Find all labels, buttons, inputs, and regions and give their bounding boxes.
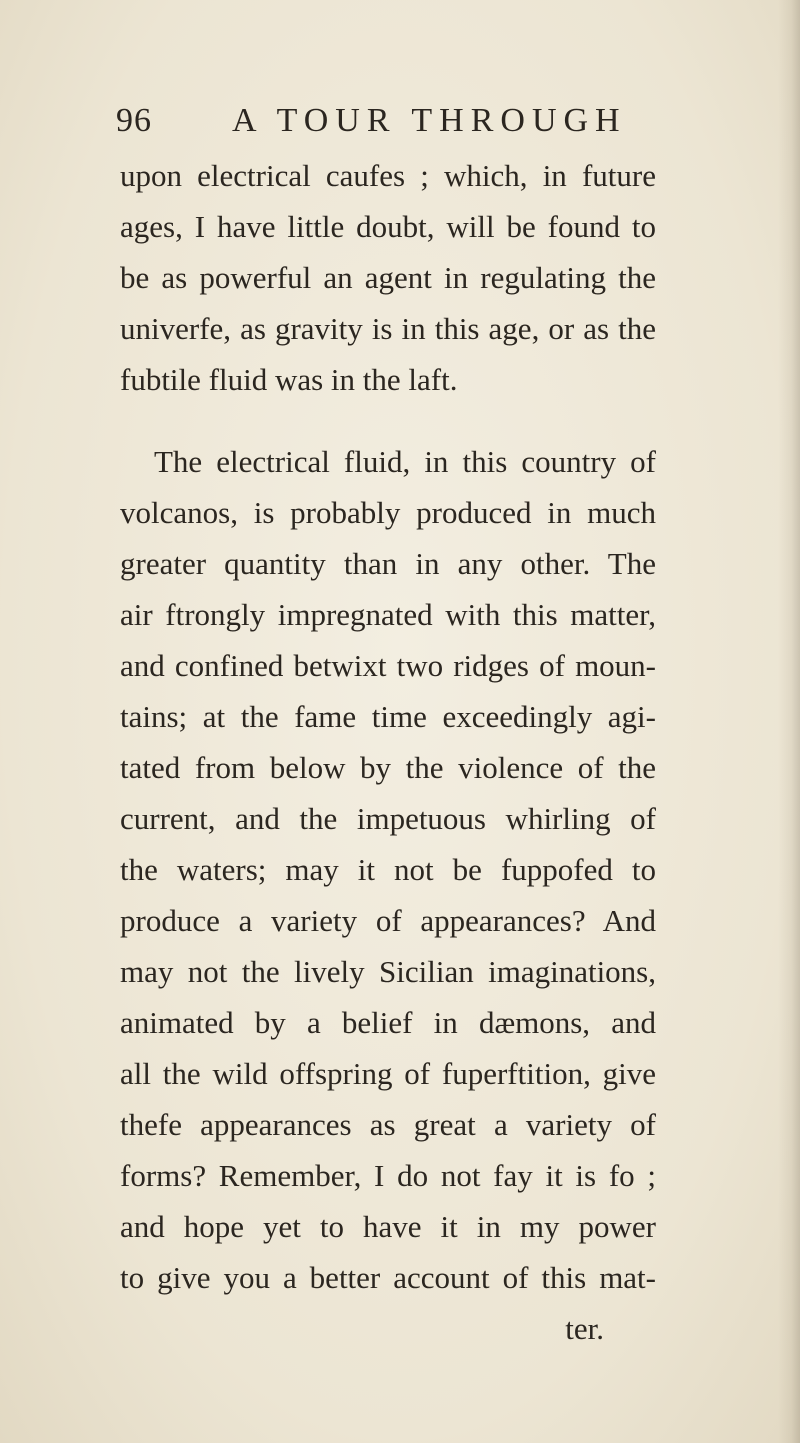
text-line: and hope yet to have it in my power <box>120 1209 656 1244</box>
paragraph-gap <box>120 405 656 436</box>
body-text <box>120 150 656 1354</box>
text-line: may not the lively Sicilian imaginations, <box>120 954 656 989</box>
text-line: and confined betwixt two ridges of moun- <box>120 648 656 683</box>
text-line: volcanos, is probably produced in much <box>120 495 656 530</box>
text-line: univerfe, as gravity is in this age, or as the <box>120 311 656 346</box>
text-line: upon electrical caufes ; which, in future <box>120 158 656 193</box>
text-line: fubtile fluid was in the laft. <box>120 362 458 397</box>
text-line: animated by a belief in dæmons, and <box>120 1005 656 1040</box>
text-line: tated from below by the violence of the <box>120 750 656 785</box>
text-line: current, and the impetuous whirling of <box>120 801 656 836</box>
text-line: tains; at the fame time exceedingly agi- <box>120 699 656 734</box>
text-line: ages, I have little doubt, will be found to <box>120 209 656 244</box>
page-edge-shadow <box>778 0 800 1443</box>
page-header <box>116 102 676 150</box>
running-head: A TOUR THROUGH <box>232 102 627 139</box>
text-line: to give you a better account of this mat- <box>120 1260 656 1295</box>
text-line: thefe appearances as great a variety of <box>120 1107 656 1142</box>
text-line-catchword: ter. <box>565 1311 604 1346</box>
text-line: be as powerful an agent in regulating the <box>120 260 656 295</box>
text-line: the waters; may it not be fuppofed to <box>120 852 656 887</box>
paragraph-1 <box>120 150 656 405</box>
text-line: The electrical fluid, in this country of <box>154 444 656 479</box>
text-line: produce a variety of appearances? And <box>120 903 656 938</box>
text-line: greater quantity than in any other. The <box>120 546 656 581</box>
text-line: air ftrongly impregnated with this matter, <box>120 597 656 632</box>
text-line: all the wild offspring of fuperftition, give <box>120 1056 656 1091</box>
text-line: forms? Remember, I do not fay it is fo ; <box>120 1158 656 1193</box>
page-number: 96 <box>116 102 152 139</box>
paragraph-2 <box>120 436 656 1354</box>
